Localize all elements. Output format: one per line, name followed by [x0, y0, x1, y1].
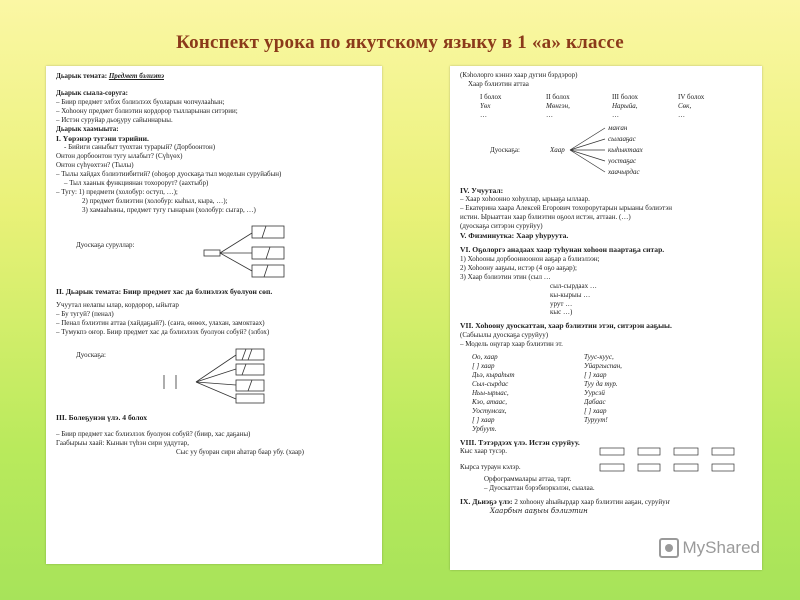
section-7-line: (Сабыылы дуоскаҕа суруйуу)	[460, 331, 549, 340]
section-9-line	[460, 497, 752, 507]
board-diagram-2	[56, 345, 372, 405]
poem-line: [ ] хаар	[472, 415, 495, 424]
section-2-line: – Бу тугуй? (пенал)	[56, 309, 114, 318]
theme-line	[56, 72, 372, 81]
theme-value: Предмет бэлиэтэ	[108, 72, 164, 80]
watermark	[659, 538, 760, 558]
goal-item: – Хоһоону предмет бэлиэтин кордорор тылларынан ситэрии;	[56, 106, 238, 115]
poem-line: Уурсэй	[584, 388, 605, 397]
section-1-title: I. Үөрэнэр тугэни тэрийии.	[56, 133, 149, 143]
group-dots: …	[678, 110, 685, 119]
board-branch-word: уостаҕас	[608, 156, 637, 165]
poem-line: [ ] хаар	[584, 406, 607, 415]
section-4-line: истин. Ырыаттан хаар бэлиэтин оҕоол истэн, аттаан. (…)	[460, 213, 631, 222]
board-branch-word: хаачырдас	[608, 167, 640, 176]
group-head: III болох	[612, 92, 639, 101]
goal-item: – Биир предмет элбэх бэлиэлээх буоларын чопчулааһын;	[56, 97, 225, 106]
board-branch-word: кыһыктаах	[608, 145, 643, 154]
group-column	[546, 93, 598, 120]
poem-line: Дьэ, кыраһыт	[472, 370, 515, 379]
group-column	[678, 93, 730, 120]
poem-right-column	[584, 353, 696, 434]
section-4-line: (дуоскаҕа ситэрэн суруйуу)	[460, 222, 543, 231]
section-6-line: 3) Хаар бэлиэтин этин (сыл …	[460, 272, 551, 281]
section-1-line: - Бийиги саныбыт туохтан турарый? (Дорбоонтон)	[64, 143, 216, 152]
section-1-line: 3) хамааһыны, предмет тугу гынарын (холобур: сыгар, …)	[82, 206, 256, 215]
section-2-title: II. Дьарык темата: Биир предмет хас да бэлиэлээх буолуон сөп.	[56, 287, 273, 297]
section-6-sub: кыс …)	[550, 308, 573, 317]
watermark-text: MyShared	[682, 538, 760, 557]
poem-line: Дабаас	[584, 397, 606, 406]
section-2-line: – Пенал бэлиэтин аттаа (хайдаҕый?). (саҥа, өнөөх, улахан, замоктаах)	[56, 318, 265, 327]
section-4-title: IV. Учуутал:	[460, 185, 504, 195]
section-6-line: 2) Хоһоону ааҕыы, истэр (4 оҕо ааҕар);	[460, 263, 577, 272]
left-document-page	[46, 66, 382, 564]
poem-line: Туус-куус,	[584, 353, 614, 362]
poem-line: Туруут!	[584, 415, 608, 424]
section-6-title: VI. Оҕолоргэ анадаах хаар туһунан хоһоон паартаҕа ситар.	[460, 245, 665, 255]
board-branch-word: маҥан	[608, 123, 628, 132]
orthogram-line: Орфограммалары аттаа, тарт.	[484, 475, 572, 484]
poem-line: [ ] хаар	[584, 370, 607, 379]
section-1-line: – Тугу: 1) предмети (холобур: оступ, …);	[56, 188, 178, 197]
group-head: IV болох	[678, 92, 705, 101]
group-column	[480, 93, 532, 120]
dictation-line: Кырса тураун кэлэр.	[460, 463, 521, 472]
section-8-title: VIII. Тэтэрдээх үлэ. Истэн суруйуу.	[460, 437, 580, 447]
section-6-line: 1) Хоһооны дорбоонноонон ааҕар а бэлиэлээн;	[460, 254, 600, 263]
snow-board-diagram	[460, 120, 752, 182]
section-2-line: Учуутал нелапы ылар, кордорор, ыйытар	[56, 300, 179, 309]
section-4-line: – Хаар хоһоонно хоһуллар, ырыаҕа ыллаар.	[460, 195, 590, 204]
watermark-logo-icon	[659, 538, 679, 558]
board-branch-word: сылааҕас	[608, 134, 636, 143]
poem-columns	[460, 353, 752, 434]
section-1-line: Онтон сүһүөхтэн? (Тылы)	[56, 161, 134, 170]
dictation-line: Кыс хаар тусэр.	[460, 447, 508, 456]
section-5-title: V. Физминутка: Хаар уһуруута.	[460, 231, 569, 241]
poem-line: Сыл-сырдас	[472, 379, 509, 388]
group-word: Сөк,	[678, 101, 692, 110]
section-9-title: IX. Дьиэҕэ үлэ:	[460, 497, 513, 507]
branch-diagram-2	[56, 345, 316, 405]
board-label: Дуоскаҕа:	[76, 350, 106, 359]
group-head: II болох	[546, 92, 570, 101]
section-1-line: Онтон дорбоонтон тугу ылабыт? (Сүһүөх)	[56, 152, 183, 161]
section-6-sub: сыл-сырдаах …	[550, 281, 597, 290]
poem-line: Кэо, атаас,	[472, 397, 507, 406]
poem-line: [ ] хаар	[472, 361, 495, 370]
theme-label: Дьарык темата:	[56, 72, 108, 80]
section-4-line: – Екатерина хаара Алексей Егорович тохорорутарын ырыаны бэлиэтэн	[460, 204, 672, 213]
group-word: Нарыйа,	[612, 101, 638, 110]
board-label: Дуоскаҕа суруллар:	[76, 241, 135, 250]
poem-line: Уйаргыспан,	[584, 361, 622, 370]
section-3-line: Гаабырыы хаай: Кынын түһэн сири уддутар,	[56, 439, 189, 448]
poem-line: Уостумсах,	[472, 406, 507, 415]
slide-title: Конспект урока по якутскому языку в 1 «а» классе	[176, 32, 624, 53]
intro-line: Хаар бэлиэтин аттаа	[468, 79, 529, 88]
section-7-title: VII. Хоһоону дуоскаттан, хаар бэлиэтин этэн, ситэрэн ааҕыы.	[460, 321, 672, 331]
poem-line: Урбуут.	[472, 424, 497, 433]
poem-line: Ньы-ырыас,	[472, 388, 509, 397]
section-3-line: Сыс уу буоран сири аһатар баар убу. (хаар)	[176, 448, 304, 457]
course-title: Дьарык хаамыыта:	[56, 124, 119, 133]
section-9-text: 2 хоһоону аһыйырдар хаар бэлиэтин ааҕан, суруйуҥ	[514, 498, 670, 507]
group-dots: …	[546, 110, 553, 119]
section-1-line: – Тыл хаанык функциянан тохорорут? (аахтыбр)	[64, 179, 209, 188]
section-6-sub: урут …	[550, 299, 573, 308]
section-7-line: – Модель оңугар хаар бэлиэтин эт.	[460, 340, 563, 349]
section-1-line: 2) предмет бэлиэтин (холобур: кыһыл, кыра, …);	[82, 197, 228, 206]
orthogram-line: – Дуоскаттан бэрэбиэркэлэн, сыалаа.	[484, 484, 595, 493]
group-column	[612, 93, 664, 120]
section-3-title: III. Болеҕунэн үлэ. 4 болох	[56, 412, 148, 422]
branch-diagram-1	[56, 223, 296, 279]
goals-title: Дьарык сыала-соруга:	[56, 88, 128, 97]
dictation-block	[460, 447, 752, 475]
goal-item: – Истэн суруйар дьоҕуру сайыннарыы.	[56, 115, 173, 124]
group-word: Мөнгэн,	[546, 101, 570, 110]
intro-line: (Кэһолорго кэннэ хаар дугин бэрдэрор)	[460, 71, 578, 79]
group-head: I болох	[480, 92, 502, 101]
group-table	[460, 93, 752, 120]
section-2-line: – Тумукпэ оҥор. Биир предмет хас да бэлиэлээх буолуон собуй? (элбэх)	[56, 327, 270, 336]
group-dots: …	[612, 110, 619, 119]
board-center-word: Хаар	[550, 145, 565, 154]
group-word: Үөх	[480, 101, 491, 110]
right-document-page	[450, 66, 762, 570]
poem-line: Оо, хаар	[472, 353, 498, 362]
board-label: Дуоскаҕа:	[490, 145, 520, 154]
board-diagram-1	[56, 223, 372, 279]
section-6-sub: кы-кырыы …	[550, 290, 591, 299]
handwritten-note: Хаарбын ааҕыы бэлиэтин	[490, 507, 588, 516]
sentence-model-boxes	[460, 447, 752, 475]
section-3-line: – Биир предмет хас бэлиэлээх буолуон собуй? (биир, хас даҕаны)	[56, 430, 251, 439]
poem-line: Туу да тур.	[584, 379, 618, 388]
section-1-line: – Тылы хайдах бэлиэтиибитий? (оһоҕор дуоскаҕа тыл моделын суруйабын)	[56, 170, 282, 179]
poem-left-column	[472, 353, 584, 434]
group-dots: …	[480, 110, 487, 119]
